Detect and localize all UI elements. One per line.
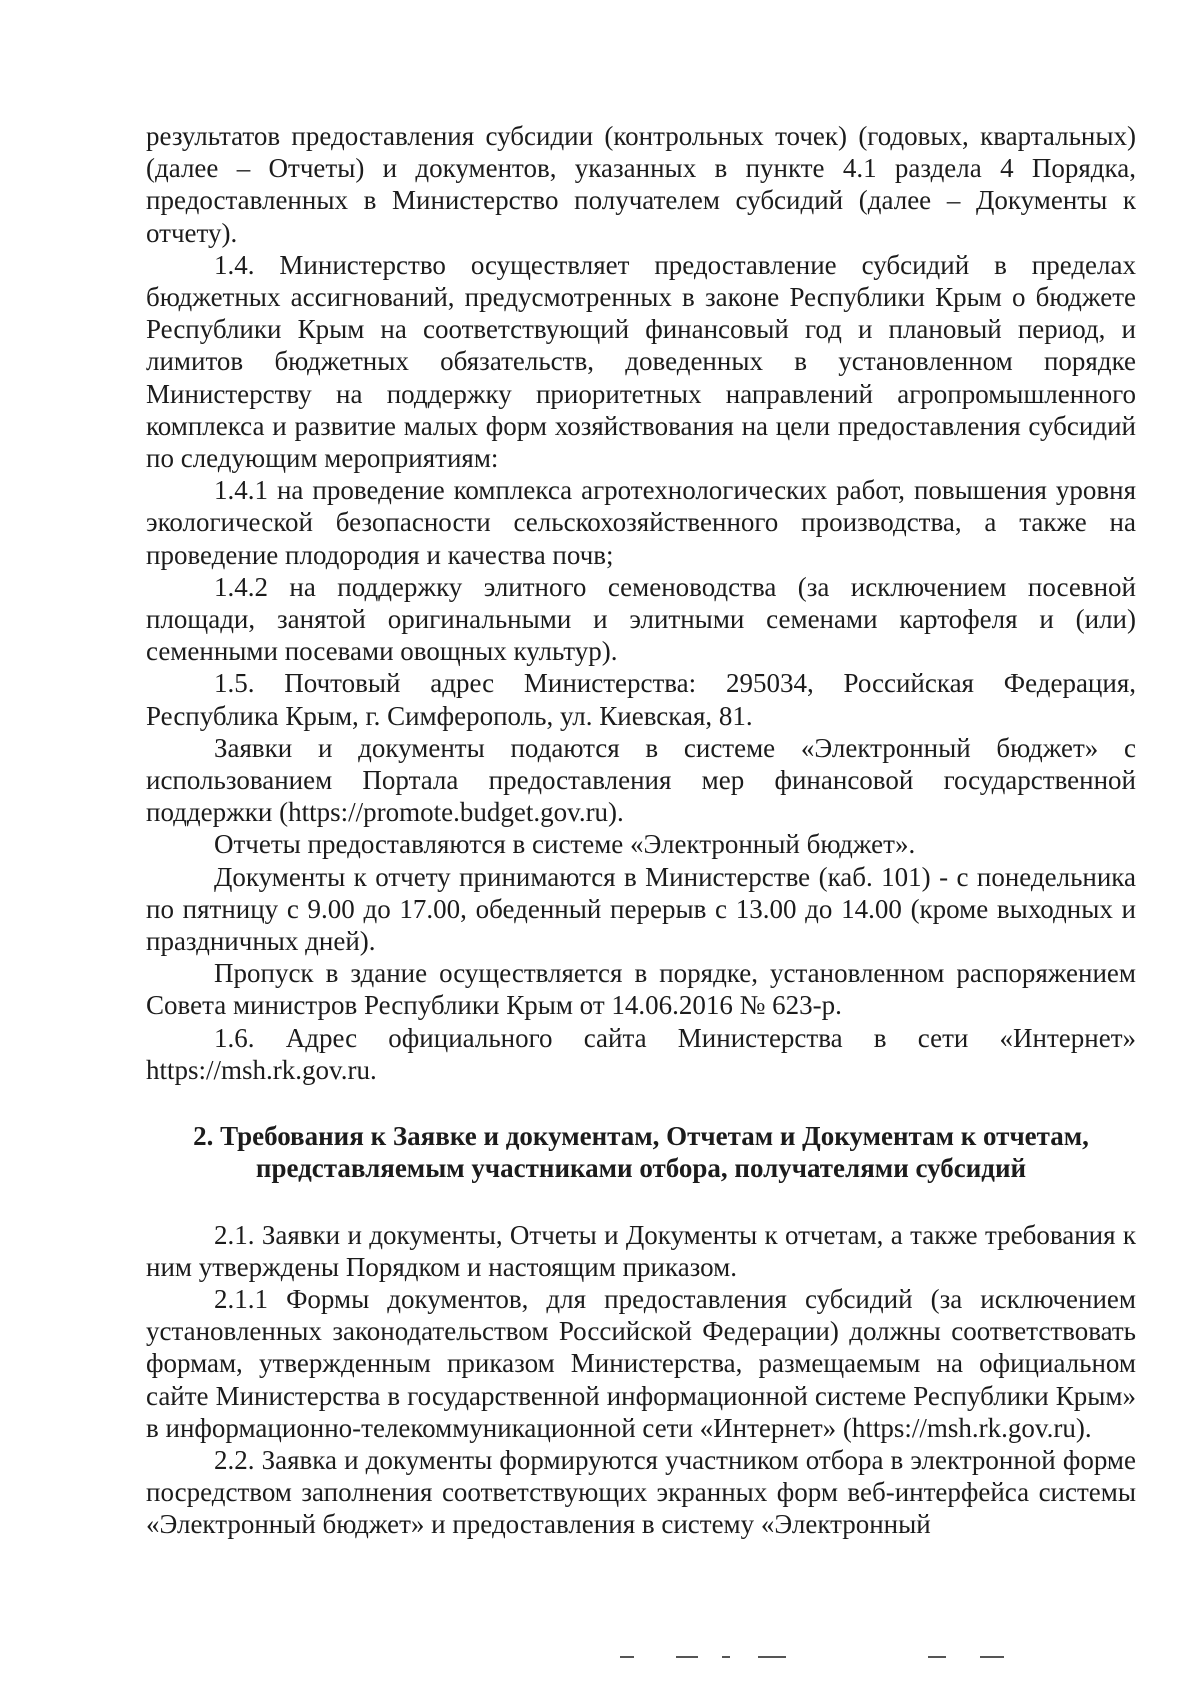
spacer (146, 1185, 1136, 1219)
paragraph-1-4-1: 1.4.1 на проведение комплекса агротехнологических работ, повышения уровня экологической безопасности сельскохозяйственного производства, а также на проведение плодородия и качества почв; (146, 475, 1136, 570)
spacer (146, 1086, 1136, 1120)
paragraph-1-4-2: 1.4.2 на поддержку элитного семеноводства (за исключением посевной площади, занятой оригинальными и элитными семенами картофеля и (или) семенными посевами овощных культур). (146, 571, 1136, 667)
scan-mark (620, 1656, 634, 1658)
scan-mark (676, 1656, 698, 1658)
section-2-heading (146, 1120, 1136, 1184)
section-2-heading-line-1: 2. Требования к Заявке и документам, Отчетам и Документам к отчетам, (193, 1121, 1089, 1152)
scan-mark (758, 1656, 786, 1658)
paragraph-2-2: 2.2. Заявка и документы формируются участником отбора в электронной форме посредством заполнения соответствующих экранных форм веб-интерфейса системы «Электронный бюджет» и предоставления в систему «Электронный (146, 1444, 1136, 1540)
paragraph-building-access: Пропуск в здание осуществляется в порядке, установленном распоряжением Совета министров Республики Крым от 14.06.2016 № 623-р. (146, 958, 1136, 1021)
scan-mark (928, 1656, 946, 1658)
paragraph-reports: Отчеты предоставляются в системе «Электронный бюджет». (214, 829, 916, 860)
paragraph-2-1: 2.1. Заявки и документы, Отчеты и Документы к отчетам, а также требования к ним утверждены Порядком и настоящим приказом. (146, 1219, 1136, 1282)
paragraph-1-5: 1.5. Почтовый адрес Министерства: 295034, Российская Федерация, Республика Крым, г. Симферополь, ул. Киевская, 81. (146, 668, 1136, 731)
paragraph-documents-accepted: Документы к отчету принимаются в Министерстве (каб. 101) - с понедельника по пятницу с 9.00 до 17.00, обеденный перерыв с 13.00 до 14.00 (кроме выходных и праздничных дней). (146, 861, 1136, 957)
scan-artifacts (0, 1648, 1200, 1668)
paragraph-1-4: 1.4. Министерство осуществляет предоставление субсидий в пределах бюджетных ассигнований, предусмотренных в законе Республики Крым о бюджете Республики Крым на соответствующий финансовый год и плановый период, и лимитов бюджетных обязательств, доведенных в установленном порядке Министерству на поддержку приоритетных направлений агропромышленного комплекса и развитие малых форм хозяйствования на цели предоставления субсидий по следующим мероприятиям: (146, 249, 1136, 474)
paragraph-continuation: результатов предоставления субсидии (контрольных точек) (годовых, квартальных) (далее – Отчеты) и документов, указанных в пункте 4.1 раздела 4 Порядка, предоставленных в Министерство получателем субсидий (далее – Документы к отчету). (146, 121, 1136, 248)
paragraph-2-1-1: 2.1.1 Формы документов, для предоставления субсидий (за исключением установленных законодательством Российской Федерации) должны соответствовать формам, утвержденным приказом Министерства, размещаемым на официальном сайте Министерства в государственной информационной системе Республики Крым» в информационно-телекоммуникационной сети «Интернет» (https://msh.rk.gov.ru). (146, 1283, 1136, 1443)
scan-mark (980, 1656, 1004, 1658)
paragraph-submission: Заявки и документы подаются в системе «Электронный бюджет» с использованием Портала предоставления мер финансовой государственной поддержки (https://promote.budget.gov.ru). (146, 732, 1136, 828)
scan-mark (722, 1656, 730, 1658)
paragraph-1-6: 1.6. Адрес официального сайта Министерства в сети «Интернет» https://msh.rk.gov.ru. (146, 1022, 1136, 1085)
section-2-heading-line-2: представляемым участниками отбора, получателями субсидий (255, 1153, 1027, 1184)
document-body (146, 120, 1136, 1541)
